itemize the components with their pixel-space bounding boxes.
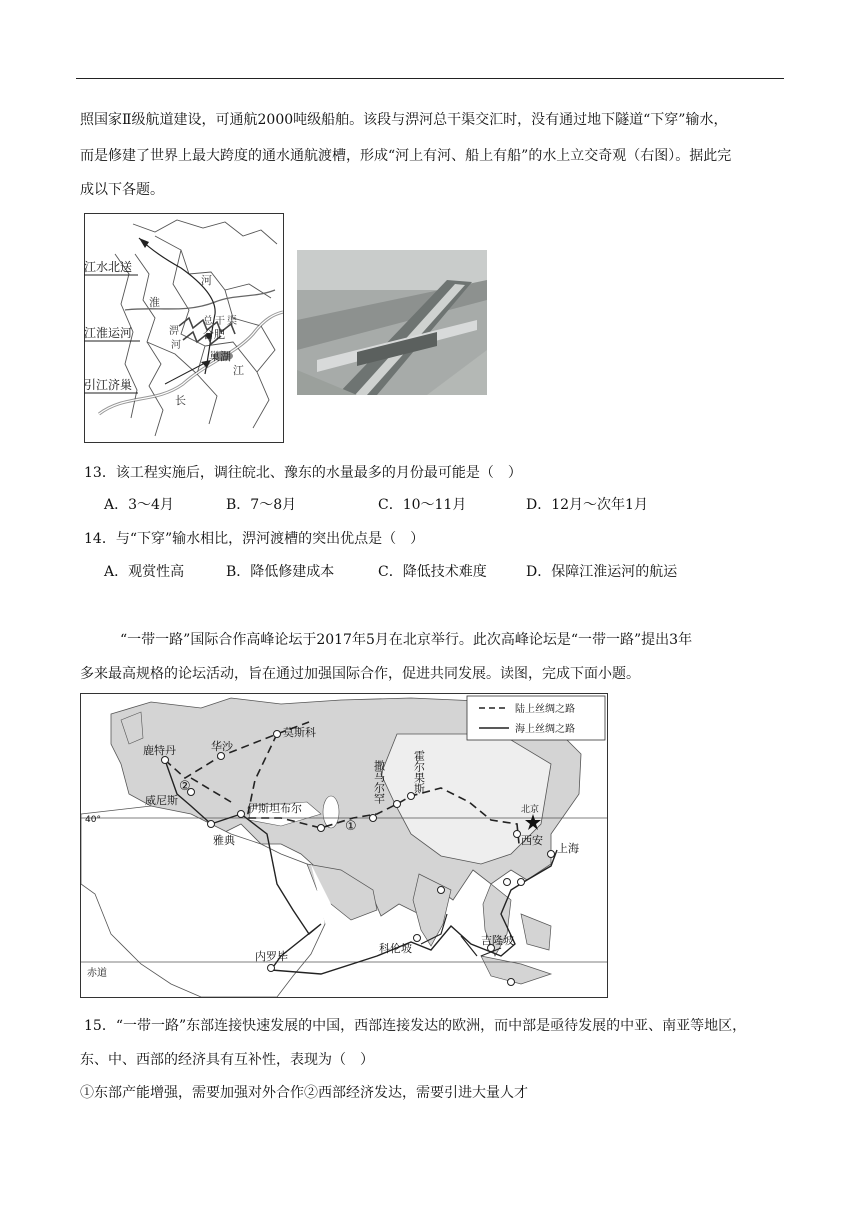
city-khorgos: 霍尔果斯	[412, 750, 426, 794]
q13-stem: 13．该工程实施后，调往皖北、豫东的水量最多的月份最可能是（ ）	[84, 465, 522, 481]
place-jiang: 江	[233, 364, 244, 377]
passage2-line-2: 多来最高规格的论坛活动，旨在通过加强国际合作，促进共同发展。读图，完成下面小题。	[80, 666, 640, 682]
place-gan: 干	[215, 316, 225, 327]
city-xian: 西安	[521, 834, 543, 847]
q13-option-b[interactable]: B．7～8月	[226, 497, 297, 513]
city-nairobi: 内罗毕	[255, 950, 288, 963]
label-jiangshui-beisong: 江水北送	[84, 260, 133, 274]
marker-2: ②	[179, 779, 191, 794]
city-colombo: 科伦坡	[379, 942, 412, 955]
city-moscow: 莫斯科	[283, 726, 316, 739]
q14-option-d[interactable]: D．保障江淮运河的航运	[526, 564, 678, 580]
q15-stem-line-1: 15．“一带一路”东部连接快速发展的中国，西部连接发达的欧洲，而中部是亟待发展的中亚、南亚等地区，	[84, 1018, 747, 1034]
q15-statements: ①东部产能增强，需要加强对外合作②西部经济发达，需要引进大量人才	[80, 1085, 528, 1101]
q14-stem: 14．与“下穿”输水相比，淠河渡槽的突出优点是（ ）	[84, 531, 425, 547]
city-istanbul: 伊斯坦布尔	[247, 802, 302, 815]
place-pi: 淠	[169, 326, 179, 337]
q15-stem-line-2: 东、中、西部的经济具有互补性，表现为（ ）	[80, 1052, 374, 1068]
city-shanghai: 上海	[557, 842, 579, 855]
latitude-40-label: 40°	[85, 815, 101, 825]
place-he: 河	[201, 274, 212, 287]
city-samarkand: 撒马尔罕	[372, 760, 386, 804]
intro-line-1: 照国家Ⅱ级航道建设，可通航2000吨级船舶。该段与淠河总干渠交汇时，没有通过地下隧道“下穿”输水，	[80, 112, 728, 128]
q13-option-a[interactable]: A．3～4月	[104, 497, 174, 513]
intro-line-3: 成以下各题。	[80, 182, 164, 198]
aqueduct-photo	[297, 250, 487, 395]
city-athens: 雅典	[213, 834, 235, 847]
label-jianghuai-yunhe: 江淮运河	[84, 326, 133, 340]
city-venice: 威尼斯	[145, 794, 178, 807]
city-kuala-lumpur: 吉隆坡	[481, 934, 514, 947]
legend-land-route: 陆上丝绸之路	[515, 704, 575, 715]
q13-option-c[interactable]: C．10～11月	[378, 497, 467, 513]
legend-sea-route: 海上丝绸之路	[515, 724, 575, 735]
place-chaohu: 巢湖	[209, 350, 231, 363]
place-he2: 河	[171, 340, 181, 351]
q14-option-a[interactable]: A．观赏性高	[104, 564, 185, 580]
q14-option-c[interactable]: C．降低技术难度	[378, 564, 487, 580]
header-rule	[76, 78, 784, 79]
map1-labels	[0, 213, 140, 441]
belt-and-road-map	[80, 693, 608, 998]
city-warsaw: 华沙	[211, 740, 233, 753]
city-beijing: 北京	[521, 805, 540, 815]
marker-1: ①	[345, 819, 357, 834]
passage2-line-1: “一带一路”国际合作高峰论坛于2017年5月在北京举行。此次高峰论坛是“一带一路”提出3年	[120, 632, 693, 648]
place-zong: 总	[203, 316, 213, 327]
intro-line-2: 而是修建了世界上最大跨度的通水通航渡槽，形成“河上有河、船上有船”的水上立交奇观（右图）。据此完	[80, 148, 732, 164]
place-chang: 长	[175, 394, 186, 407]
q14-option-b[interactable]: B．降低修建成本	[226, 564, 335, 580]
equator-label: 赤道	[87, 968, 107, 979]
place-hefei: 合肥	[203, 328, 225, 341]
label-yinjiang-jichao: 引江济巢	[84, 378, 133, 392]
place-qu: 渠	[227, 316, 237, 327]
city-rotterdam: 鹿特丹	[143, 744, 176, 757]
place-huai: 淮	[149, 296, 160, 309]
q13-option-d[interactable]: D．12月～次年1月	[526, 497, 648, 513]
